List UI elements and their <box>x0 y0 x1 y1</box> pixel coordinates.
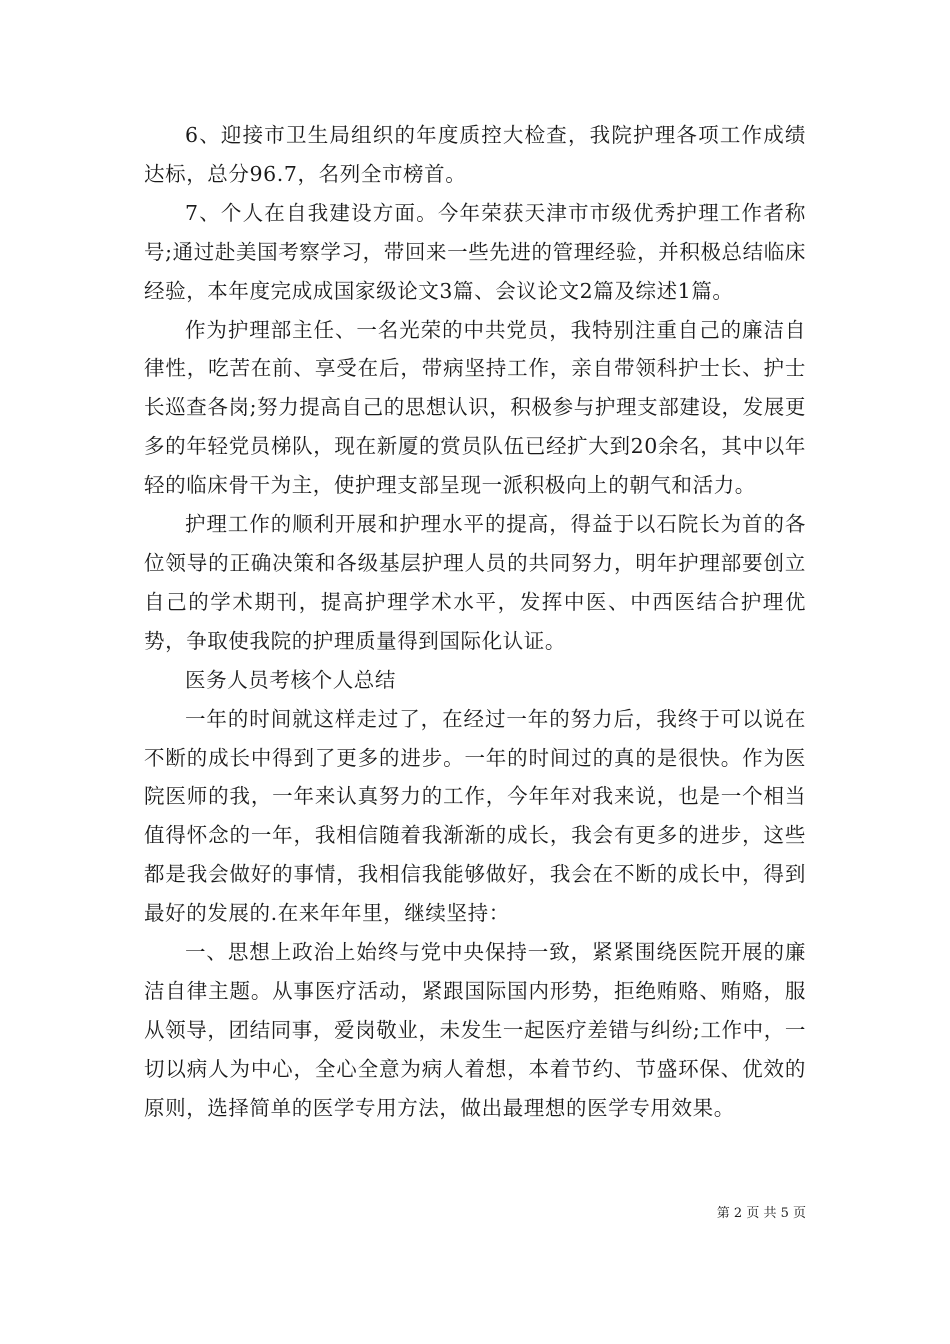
paragraph-item-6: 6、迎接市卫生局组织的年度质控大检查，我院护理各项工作成绩达标，总分96.7，名列全市榜首。 <box>144 123 806 186</box>
paragraph-political-thought: 一、思想上政治上始终与党中央保持一致，紧紧围绕医院开展的廉洁自律主题。从事医疗活动，紧跟国际国内形势，拒绝贿赂、贿赂，服从领导，团结同事，爱岗敬业，未发生一起医疗差错与纠纷;工作中，一切以病人为中心，全心全意为病人着想，本着节约、节盛环保、优效的原则，选择简单的医学专用方法，做出最理想的医学专用效果。 <box>144 940 806 1120</box>
paragraph-item-7: 7、个人在自我建设方面。今年荣获天津市市级优秀护理工作者称号;通过赴美国考察学习，带回来一些先进的管理经验，并积极总结临床经验，本年度完成成国家级论文3篇、会议论文2篇及综述1篇。 <box>144 200 806 303</box>
paragraph-party-member: 作为护理部主任、一名光荣的中共党员，我特别注重自己的廉洁自律性，吃苦在前、享受在后，带病坚持工作，亲自带领科护士长、护士长巡查各岗;努力提高自己的思想认识，积极参与护理支部建设，发展更多的年轻党员梯队，现在新厦的赏员队伍已经扩大到20余名，其中以年轻的临床骨干为主，使护理支部呈现一派积极向上的朝气和活力。 <box>144 317 806 498</box>
paragraph-nursing-outlook: 护理工作的顺利开展和护理水平的提高，得益于以石院长为首的各位领导的正确决策和各级基层护理人员的共同努力，明年护理部要创立自己的学术期刊，提高护理学术水平，发挥中医、中西医结合护理优势，争取使我院的护理质量得到国际化认证。 <box>144 512 806 653</box>
paragraph-year-summary: 一年的时间就这样走过了，在经过一年的努力后，我终于可以说在不断的成长中得到了更多的进步。一年的时间过的真的是很快。作为医院医师的我，一年来认真努力的工作，今年年对我来说，也是一个相当值得怀念的一年，我相信随着我渐渐的成长，我会有更多的进步，这些都是我会做好的事情，我相信我能够做好，我会在不断的成长中，得到最好的发展的.在来年年里，继续坚持： <box>144 706 806 926</box>
section-title: 医务人员考核个人总结 <box>185 667 396 692</box>
page-number-footer: 第 2 页 共 5 页 <box>716 1206 806 1221</box>
document-body <box>144 116 806 1128</box>
